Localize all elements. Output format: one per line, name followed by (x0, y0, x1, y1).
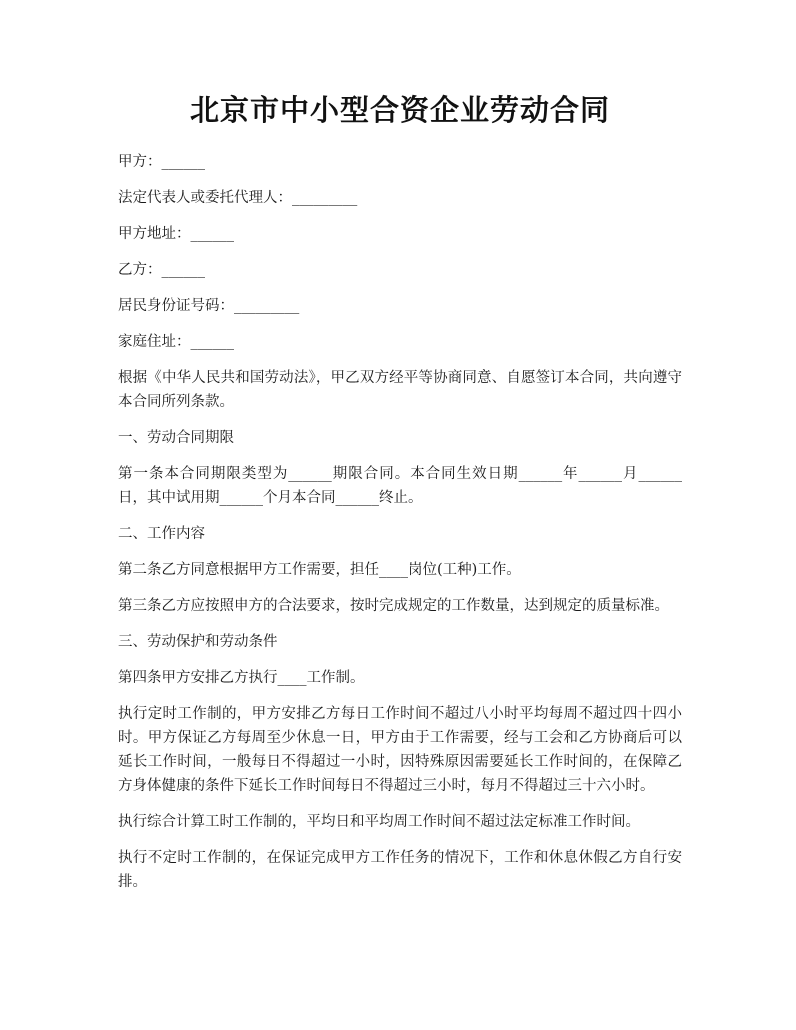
comprehensive-hours-paragraph: 执行综合计算工时工作制的，平均日和平均周工作时间不超过法定标准工作时间。 (118, 814, 640, 830)
party-b-line: 乙方：______ (118, 262, 205, 278)
preamble-paragraph: 根据《中华人民共和国劳动法》，甲乙双方经平等协商同意、自愿签订本合同，共向遵守本合同所列条款。 (118, 370, 682, 410)
contract-page (118, 88, 682, 906)
section-heading-work-content: 二、工作内容 (118, 526, 205, 542)
page-title: 北京市中小型合资企业劳动合同 (189, 93, 610, 127)
id-number-line: 居民身份证号码：_________ (118, 298, 300, 314)
party-a-line: 甲方：______ (118, 154, 205, 170)
flexible-hours-paragraph: 执行不定时工作制的，在保证完成甲方工作任务的情况下，工作和休息休假乙方自行安排。 (118, 850, 682, 890)
party-a-address-line: 甲方地址：______ (118, 226, 234, 242)
article-4-paragraph: 第四条甲方安排乙方执行____工作制。 (118, 670, 365, 686)
section-heading-term: 一、劳动合同期限 (118, 430, 234, 446)
article-1-paragraph: 第一条本合同期限类型为______期限合同。本合同生效日期______年______月______日，其中试用期______个月本合同______终止。 (118, 466, 682, 506)
standard-hours-paragraph: 执行定时工作制的，甲方安排乙方每日工作时间不超过八小时平均每周不超过四十四小时。甲方保证乙方每周至少休息一日，甲方由于工作需要，经与工会和乙方协商后可以延长工作时间，一般每日不得超过一小时，因特殊原因需要延长工作时间的，在保障乙方身体健康的条件下延长工作时间每日不得超过三小时，每月不得超过三十六小时。 (118, 706, 682, 794)
article-2-paragraph: 第二条乙方同意根据甲方工作需要，担任____岗位(工种)工作。 (118, 562, 521, 578)
article-3-paragraph: 第三条乙方应按照申方的合法要求，按时完成规定的工作数量，达到规定的质量标准。 (118, 598, 669, 614)
legal-representative-line: 法定代表人或委托代理人：_________ (118, 190, 358, 206)
section-heading-labor-protection: 三、劳动保护和劳动条件 (118, 634, 278, 650)
home-address-line: 家庭住址：______ (118, 334, 234, 350)
